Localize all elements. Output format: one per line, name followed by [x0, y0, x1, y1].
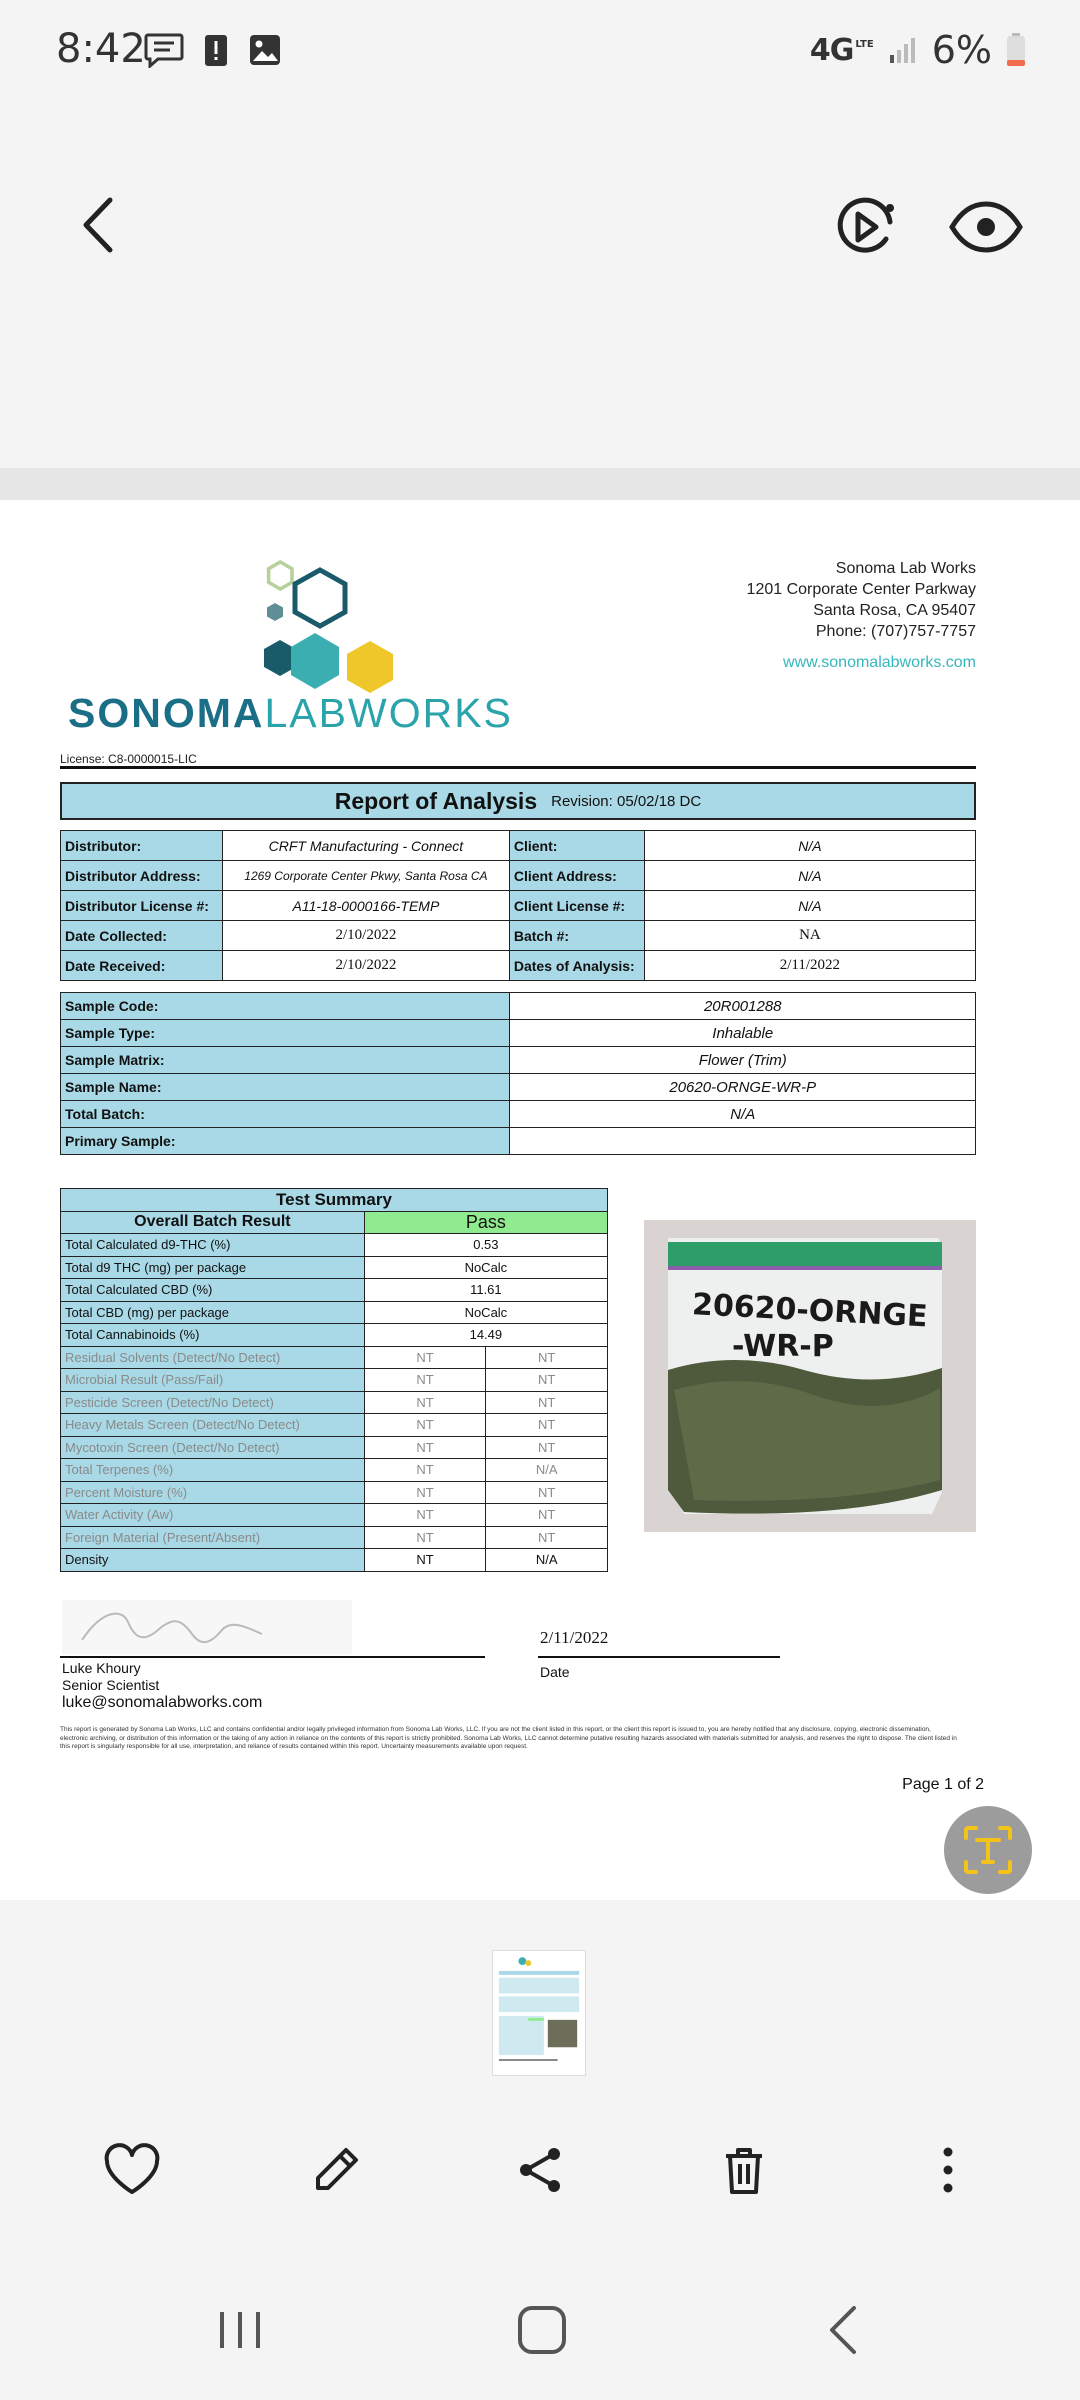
summary-label: Total Cannabinoids (%): [61, 1324, 365, 1347]
edit-button[interactable]: [304, 2138, 368, 2202]
status-time: 8:42: [56, 26, 146, 72]
sample-label: Sample Code:: [61, 993, 510, 1020]
back-nav-icon[interactable]: [816, 2300, 876, 2360]
summary-value: NT: [486, 1391, 608, 1414]
sample-row: [61, 1074, 976, 1101]
summary-value: NT: [486, 1436, 608, 1459]
sample-label: Primary Sample:: [61, 1128, 510, 1155]
date-line: [538, 1656, 780, 1658]
report-revision: Revision: 05/02/18 DC: [551, 792, 702, 810]
lab-address: Sonoma Lab Works 1201 Corporate Center Parkway Santa Rosa, CA 95407 Phone: (707)757-7757 www.sonomalabworks.com: [746, 560, 976, 671]
page-thumbnail[interactable]: [492, 1950, 586, 2076]
summary-row: [61, 1526, 608, 1549]
summary-value: NT: [364, 1391, 486, 1414]
signal-icon: [888, 35, 918, 65]
summary-value: NT: [486, 1414, 608, 1437]
test-summary-title: Test Summary: [61, 1189, 608, 1212]
info-label: Date Received:: [61, 951, 223, 981]
signer-email: luke@sonomalabworks.com: [62, 1694, 263, 1711]
summary-label: Percent Moisture (%): [61, 1481, 365, 1504]
header-rule: [60, 766, 976, 769]
report-title-bar: [60, 782, 976, 820]
battery-percent: 6%: [931, 28, 992, 72]
test-summary: [60, 1188, 608, 1572]
info-label: Distributor License #:: [61, 891, 223, 921]
info-label: Batch #:: [509, 921, 644, 951]
summary-value: N/A: [486, 1459, 608, 1482]
summary-row: [61, 1234, 608, 1257]
sample-label: Sample Matrix:: [61, 1047, 510, 1074]
sonoma-logo-text: SONOMALABWORKS: [68, 690, 513, 736]
page-number: Page 1 of 2: [902, 1776, 984, 1793]
recents-icon[interactable]: [210, 2300, 270, 2360]
summary-row: [61, 1504, 608, 1527]
sample-value: 20620-ORNGE-WR-P: [510, 1074, 976, 1101]
info-value: 2/10/2022: [222, 951, 509, 981]
sample-row: [61, 1101, 976, 1128]
signer-name: Luke Khoury: [62, 1660, 141, 1676]
summary-row: [61, 1369, 608, 1392]
summary-value: 0.53: [364, 1234, 607, 1257]
info-value: N/A: [644, 861, 975, 891]
summary-value: NT: [486, 1369, 608, 1392]
divider-band: [0, 468, 1080, 500]
summary-row: [61, 1436, 608, 1459]
overall-batch-label: Overall Batch Result: [61, 1211, 365, 1234]
alert-icon: [204, 32, 228, 68]
summary-label: Residual Solvents (Detect/No Detect): [61, 1346, 365, 1369]
sample-bag-photo: [644, 1220, 976, 1532]
info-label: Client Address:: [509, 861, 644, 891]
summary-value: NT: [364, 1414, 486, 1437]
info-label: Distributor Address:: [61, 861, 223, 891]
sonoma-hexagon-logo: [260, 558, 440, 698]
test-summary-table: [60, 1188, 608, 1572]
info-value: CRFT Manufacturing - Connect: [222, 831, 509, 861]
document-page: [0, 500, 1080, 1900]
motion-photo-icon[interactable]: [830, 192, 900, 262]
delete-button[interactable]: [712, 2138, 776, 2202]
gallery-icon: [248, 33, 282, 67]
signature-image: [62, 1600, 352, 1654]
summary-label: Microbial Result (Pass/Fail): [61, 1369, 365, 1392]
signer-title: Senior Scientist: [62, 1677, 160, 1693]
sample-label: Sample Type:: [61, 1020, 510, 1047]
report-title: Report of Analysis: [334, 787, 538, 814]
sample-value: N/A: [510, 1101, 976, 1128]
summary-row: [61, 1414, 608, 1437]
info-label: Client:: [509, 831, 644, 861]
summary-value: N/A: [486, 1549, 608, 1572]
info-value: 2/11/2022: [644, 951, 975, 981]
signer-info: [62, 1660, 262, 1711]
info-row: [61, 921, 976, 951]
summary-value: NT: [486, 1481, 608, 1504]
summary-row: [61, 1256, 608, 1279]
summary-row: [61, 1391, 608, 1414]
message-icon: [144, 32, 184, 68]
signature-line: [60, 1656, 485, 1658]
back-icon[interactable]: [70, 190, 130, 260]
sample-row: [61, 1020, 976, 1047]
more-icon: [938, 2142, 958, 2198]
network-type: 4G: [809, 32, 854, 68]
info-label: Dates of Analysis:: [509, 951, 644, 981]
bag-label-line1: 20620-ORNGE: [691, 1287, 929, 1335]
bottom-action-bar: [0, 2130, 1080, 2210]
info-value: N/A: [644, 891, 975, 921]
summary-label: Total Terpenes (%): [61, 1459, 365, 1482]
summary-label: Density: [61, 1549, 365, 1572]
battery-icon: [1006, 33, 1026, 67]
sample-value: [510, 1128, 976, 1155]
lab-website: www.sonomalabworks.com: [783, 654, 976, 671]
summary-value: NoCalc: [364, 1301, 607, 1324]
share-icon: [512, 2142, 568, 2198]
summary-row: [61, 1324, 608, 1347]
overall-batch-result: Pass: [364, 1211, 607, 1234]
info-row: [61, 861, 976, 891]
favorite-button[interactable]: [100, 2138, 164, 2202]
summary-value: NT: [486, 1526, 608, 1549]
sample-row: [61, 1128, 976, 1155]
more-options-button[interactable]: [916, 2138, 980, 2202]
status-bar: [0, 0, 1080, 100]
network-sub: LTE: [855, 39, 874, 50]
info-value: A11-18-0000166-TEMP: [222, 891, 509, 921]
info-value: 2/10/2022: [222, 921, 509, 951]
summary-row: [61, 1346, 608, 1369]
summary-value: NT: [486, 1346, 608, 1369]
summary-row: [61, 1301, 608, 1324]
summary-label: Heavy Metals Screen (Detect/No Detect): [61, 1414, 365, 1437]
info-row: [61, 951, 976, 981]
home-icon[interactable]: [512, 2300, 572, 2360]
summary-value: NT: [364, 1549, 486, 1572]
summary-value: NT: [364, 1346, 486, 1369]
info-value: 1269 Corporate Center Pkwy, Santa Rosa CA: [222, 861, 509, 891]
summary-label: Pesticide Screen (Detect/No Detect): [61, 1391, 365, 1414]
viewer-toolbar: [0, 170, 1080, 280]
sample-label: Total Batch:: [61, 1101, 510, 1128]
summary-value: NT: [364, 1459, 486, 1482]
info-row: [61, 831, 976, 861]
info-label: Date Collected:: [61, 921, 223, 951]
summary-label: Total Calculated CBD (%): [61, 1279, 365, 1302]
sample-value: Flower (Trim): [510, 1047, 976, 1074]
system-nav-bar: [0, 2290, 1080, 2370]
sample-value: Inhalable: [510, 1020, 976, 1047]
share-button[interactable]: [508, 2138, 572, 2202]
summary-value: NT: [364, 1504, 486, 1527]
distributor-info-table: [60, 830, 976, 981]
summary-label: Total Calculated d9-THC (%): [61, 1234, 365, 1257]
summary-value: NT: [486, 1504, 608, 1527]
summary-value: 11.61: [364, 1279, 607, 1302]
extract-text-button[interactable]: [944, 1806, 1032, 1894]
summary-value: NT: [364, 1526, 486, 1549]
eye-icon[interactable]: [948, 192, 1024, 262]
disclaimer-text: This report is generated by Sonoma Lab Works, LLC and contains confidential and/or legally privileged information from Sonoma Lab Works, LLC. If you are not the client listed in this report, or the client this report is issued to, you are hereby notified that any disclosure, copying, electronic dissemination, electronic archiving, or distribution of this information or the taking of any action in reliance on the contents of this report is strictly prohibited. Sonoma Lab Works, LLC cannot determine putative resulting hazards associated with materials submitted for analysis, and reserves the right to dispose. The client listed in this report is singularly responsible for all use, interpretation, and reliance of results contained within this report. Uncertainty measurements available upon request.: [60, 1726, 957, 1750]
summary-label: Total d9 THC (mg) per package: [61, 1256, 365, 1279]
info-label: Client License #:: [509, 891, 644, 921]
bag-label-line2: -WR-P: [732, 1329, 834, 1364]
delete-icon: [716, 2142, 772, 2198]
info-value: NA: [644, 921, 975, 951]
summary-label: Water Activity (Aw): [61, 1504, 365, 1527]
summary-row: [61, 1549, 608, 1572]
summary-value: NT: [364, 1481, 486, 1504]
summary-label: Foreign Material (Present/Absent): [61, 1526, 365, 1549]
summary-value: 14.49: [364, 1324, 607, 1347]
lab-license: License: C8-0000015-LIC: [60, 752, 197, 766]
sample-label: Sample Name:: [61, 1074, 510, 1101]
summary-label: Mycotoxin Screen (Detect/No Detect): [61, 1436, 365, 1459]
sample-row: [61, 1047, 976, 1074]
date-label: Date: [540, 1664, 570, 1680]
favorite-icon: [102, 2142, 162, 2198]
signature-block: [60, 1600, 976, 1720]
summary-value: NoCalc: [364, 1256, 607, 1279]
signature-date: 2/11/2022: [540, 1628, 609, 1647]
summary-row: [61, 1459, 608, 1482]
summary-value: NT: [364, 1369, 486, 1392]
sample-row: [61, 993, 976, 1020]
info-label: Distributor:: [61, 831, 223, 861]
summary-value: NT: [364, 1436, 486, 1459]
sample-value: 20R001288: [510, 993, 976, 1020]
text-scan-icon: [960, 1822, 1016, 1878]
sample-info-table: [60, 992, 976, 1155]
summary-row: [61, 1279, 608, 1302]
summary-row: [61, 1481, 608, 1504]
summary-label: Total CBD (mg) per package: [61, 1301, 365, 1324]
edit-icon: [308, 2142, 364, 2198]
info-row: [61, 891, 976, 921]
info-value: N/A: [644, 831, 975, 861]
